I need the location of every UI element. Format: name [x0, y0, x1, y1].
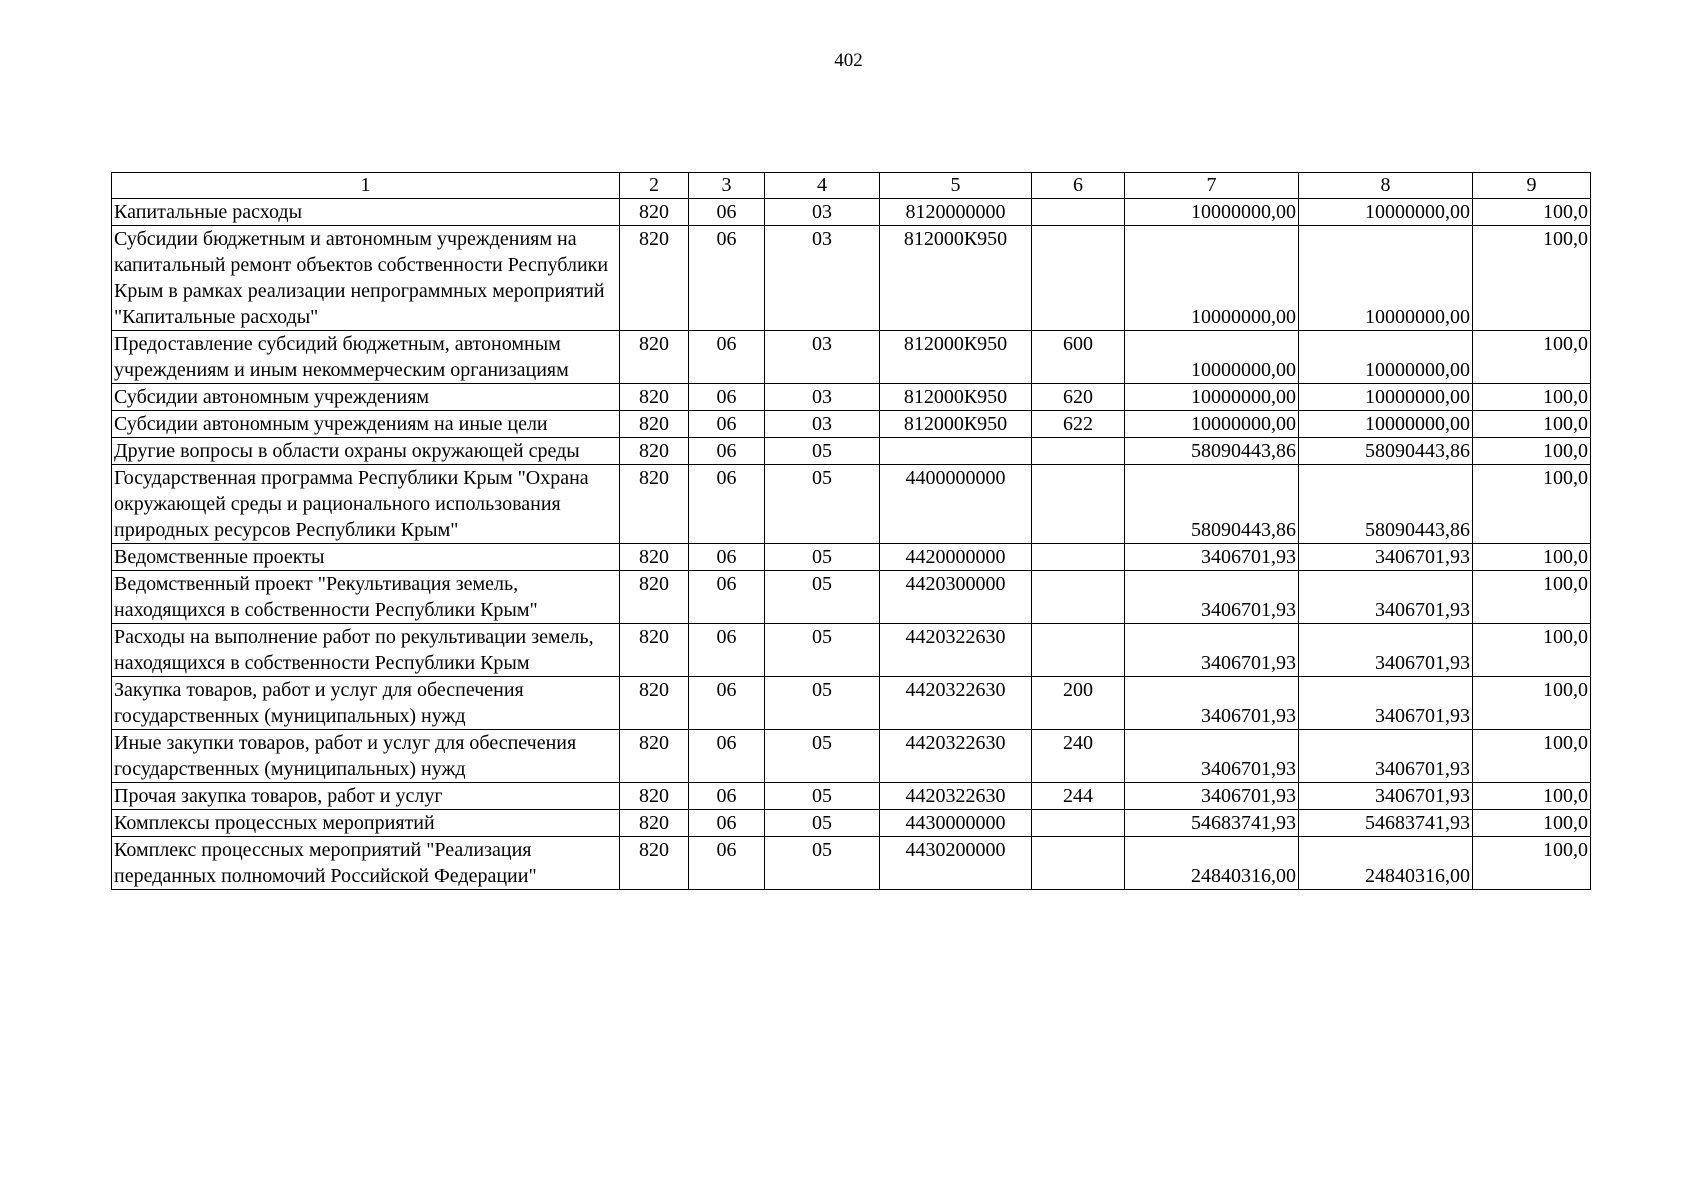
- column-header: 6: [1032, 173, 1125, 199]
- row-subsection-code: 03: [765, 331, 880, 384]
- row-amount-plan: 10000000,00: [1125, 384, 1299, 411]
- row-amount-fact: 3406701,93: [1299, 624, 1473, 677]
- row-expense-type: 244: [1032, 783, 1125, 810]
- row-section-code: 06: [689, 677, 765, 730]
- row-amount-fact: 3406701,93: [1299, 544, 1473, 571]
- row-name: Субсидии автономным учреждениям на иные цели: [112, 411, 620, 438]
- table-row: [112, 384, 1591, 411]
- row-target-code: 4420322630: [880, 730, 1032, 783]
- row-ministry-code: 820: [620, 810, 689, 837]
- row-section-code: 06: [689, 730, 765, 783]
- row-ministry-code: 820: [620, 411, 689, 438]
- table-row: [112, 837, 1591, 890]
- row-name: Ведомственный проект "Рекультивация земель, находящихся в собственности Республики Крым": [112, 571, 620, 624]
- row-subsection-code: 05: [765, 465, 880, 544]
- row-target-code: 812000К950: [880, 331, 1032, 384]
- row-percent: 100,0: [1473, 438, 1591, 465]
- row-subsection-code: 05: [765, 677, 880, 730]
- row-amount-plan: 3406701,93: [1125, 624, 1299, 677]
- row-section-code: 06: [689, 438, 765, 465]
- row-subsection-code: 05: [765, 810, 880, 837]
- table-row: [112, 438, 1591, 465]
- row-target-code: 8120000000: [880, 199, 1032, 226]
- row-amount-plan: 54683741,93: [1125, 810, 1299, 837]
- row-ministry-code: 820: [620, 199, 689, 226]
- row-percent: 100,0: [1473, 226, 1591, 331]
- table-row: [112, 571, 1591, 624]
- row-percent: 100,0: [1473, 624, 1591, 677]
- row-expense-type: 620: [1032, 384, 1125, 411]
- row-name: Субсидии бюджетным и автономным учреждениям на капитальный ремонт объектов собственности Республики Крым в рамках реализации непрограммных мероприятий "Капитальные расходы": [112, 226, 620, 331]
- row-section-code: 06: [689, 226, 765, 331]
- row-ministry-code: 820: [620, 331, 689, 384]
- row-amount-fact: 10000000,00: [1299, 226, 1473, 331]
- column-header: 1: [112, 173, 620, 199]
- row-name: Закупка товаров, работ и услуг для обеспечения государственных (муниципальных) нужд: [112, 677, 620, 730]
- row-target-code: 812000К950: [880, 226, 1032, 331]
- row-subsection-code: 05: [765, 837, 880, 890]
- row-section-code: 06: [689, 331, 765, 384]
- row-target-code: 4420322630: [880, 624, 1032, 677]
- row-ministry-code: 820: [620, 837, 689, 890]
- row-percent: 100,0: [1473, 810, 1591, 837]
- row-section-code: 06: [689, 465, 765, 544]
- row-ministry-code: 820: [620, 384, 689, 411]
- row-percent: 100,0: [1473, 331, 1591, 384]
- row-section-code: 06: [689, 411, 765, 438]
- row-amount-fact: 3406701,93: [1299, 783, 1473, 810]
- row-amount-fact: 3406701,93: [1299, 730, 1473, 783]
- row-amount-fact: 3406701,93: [1299, 677, 1473, 730]
- row-section-code: 06: [689, 783, 765, 810]
- table-row: [112, 226, 1591, 331]
- table-row: [112, 411, 1591, 438]
- row-amount-plan: 10000000,00: [1125, 331, 1299, 384]
- row-section-code: 06: [689, 199, 765, 226]
- row-percent: 100,0: [1473, 837, 1591, 890]
- row-expense-type: [1032, 837, 1125, 890]
- row-expense-type: [1032, 571, 1125, 624]
- column-header: 5: [880, 173, 1032, 199]
- row-target-code: [880, 438, 1032, 465]
- row-expense-type: 200: [1032, 677, 1125, 730]
- row-expense-type: [1032, 226, 1125, 331]
- row-subsection-code: 05: [765, 571, 880, 624]
- row-target-code: 812000К950: [880, 384, 1032, 411]
- table-row: [112, 624, 1591, 677]
- row-percent: 100,0: [1473, 199, 1591, 226]
- row-amount-fact: 58090443,86: [1299, 438, 1473, 465]
- row-subsection-code: 03: [765, 411, 880, 438]
- row-name: Ведомственные проекты: [112, 544, 620, 571]
- row-target-code: 4430000000: [880, 810, 1032, 837]
- row-amount-fact: 3406701,93: [1299, 571, 1473, 624]
- row-expense-type: 622: [1032, 411, 1125, 438]
- row-section-code: 06: [689, 571, 765, 624]
- row-percent: 100,0: [1473, 544, 1591, 571]
- row-ministry-code: 820: [620, 465, 689, 544]
- row-ministry-code: 820: [620, 677, 689, 730]
- row-name: Капитальные расходы: [112, 199, 620, 226]
- row-name: Расходы на выполнение работ по рекультивации земель, находящихся в собственности Республики Крым: [112, 624, 620, 677]
- column-header: 7: [1125, 173, 1299, 199]
- row-section-code: 06: [689, 837, 765, 890]
- row-target-code: 4420000000: [880, 544, 1032, 571]
- row-name: Государственная программа Республики Крым "Охрана окружающей среды и рационального использования природных ресурсов Республики Крым": [112, 465, 620, 544]
- row-target-code: 4420300000: [880, 571, 1032, 624]
- row-subsection-code: 03: [765, 384, 880, 411]
- row-percent: 100,0: [1473, 677, 1591, 730]
- budget-table: [111, 172, 1591, 890]
- row-name: Предоставление субсидий бюджетным, автономным учреждениям и иным некоммерческим организациям: [112, 331, 620, 384]
- row-expense-type: [1032, 544, 1125, 571]
- row-expense-type: 600: [1032, 331, 1125, 384]
- row-amount-plan: 3406701,93: [1125, 544, 1299, 571]
- row-percent: 100,0: [1473, 384, 1591, 411]
- row-amount-fact: 10000000,00: [1299, 331, 1473, 384]
- table-row: [112, 730, 1591, 783]
- row-subsection-code: 03: [765, 226, 880, 331]
- column-header: 3: [689, 173, 765, 199]
- row-ministry-code: 820: [620, 544, 689, 571]
- row-name: Субсидии автономным учреждениям: [112, 384, 620, 411]
- row-amount-plan: 3406701,93: [1125, 783, 1299, 810]
- row-amount-fact: 24840316,00: [1299, 837, 1473, 890]
- row-percent: 100,0: [1473, 411, 1591, 438]
- table-header-row: [112, 173, 1591, 199]
- column-header: 8: [1299, 173, 1473, 199]
- row-section-code: 06: [689, 384, 765, 411]
- row-percent: 100,0: [1473, 783, 1591, 810]
- row-name: Прочая закупка товаров, работ и услуг: [112, 783, 620, 810]
- row-section-code: 06: [689, 810, 765, 837]
- row-percent: 100,0: [1473, 465, 1591, 544]
- row-amount-plan: 3406701,93: [1125, 730, 1299, 783]
- row-target-code: 812000К950: [880, 411, 1032, 438]
- table-row: [112, 331, 1591, 384]
- row-amount-plan: 10000000,00: [1125, 226, 1299, 331]
- row-name: Комплекс процессных мероприятий "Реализация переданных полномочий Российской Федерации": [112, 837, 620, 890]
- row-ministry-code: 820: [620, 730, 689, 783]
- row-amount-fact: 10000000,00: [1299, 199, 1473, 226]
- row-ministry-code: 820: [620, 571, 689, 624]
- row-expense-type: [1032, 810, 1125, 837]
- table-row: [112, 810, 1591, 837]
- row-expense-type: [1032, 438, 1125, 465]
- row-amount-plan: 24840316,00: [1125, 837, 1299, 890]
- table-row: [112, 783, 1591, 810]
- row-target-code: 4430200000: [880, 837, 1032, 890]
- row-ministry-code: 820: [620, 438, 689, 465]
- row-subsection-code: 05: [765, 438, 880, 465]
- row-section-code: 06: [689, 544, 765, 571]
- row-target-code: 4400000000: [880, 465, 1032, 544]
- row-section-code: 06: [689, 624, 765, 677]
- column-header: 4: [765, 173, 880, 199]
- row-expense-type: [1032, 624, 1125, 677]
- row-ministry-code: 820: [620, 624, 689, 677]
- row-amount-plan: 3406701,93: [1125, 571, 1299, 624]
- row-amount-plan: 10000000,00: [1125, 411, 1299, 438]
- column-header: 2: [620, 173, 689, 199]
- row-name: Комплексы процессных мероприятий: [112, 810, 620, 837]
- row-target-code: 4420322630: [880, 677, 1032, 730]
- row-percent: 100,0: [1473, 730, 1591, 783]
- row-expense-type: [1032, 465, 1125, 544]
- table-row: [112, 199, 1591, 226]
- row-ministry-code: 820: [620, 226, 689, 331]
- row-amount-plan: 10000000,00: [1125, 199, 1299, 226]
- row-ministry-code: 820: [620, 783, 689, 810]
- row-amount-plan: 58090443,86: [1125, 438, 1299, 465]
- page-number: 402: [834, 50, 863, 71]
- row-amount-fact: 58090443,86: [1299, 465, 1473, 544]
- row-amount-fact: 10000000,00: [1299, 411, 1473, 438]
- row-subsection-code: 05: [765, 730, 880, 783]
- row-amount-plan: 58090443,86: [1125, 465, 1299, 544]
- row-name: Другие вопросы в области охраны окружающей среды: [112, 438, 620, 465]
- row-name: Иные закупки товаров, работ и услуг для обеспечения государственных (муниципальных) нужд: [112, 730, 620, 783]
- row-target-code: 4420322630: [880, 783, 1032, 810]
- row-amount-fact: 54683741,93: [1299, 810, 1473, 837]
- row-subsection-code: 03: [765, 199, 880, 226]
- table-row: [112, 677, 1591, 730]
- row-subsection-code: 05: [765, 544, 880, 571]
- row-amount-plan: 3406701,93: [1125, 677, 1299, 730]
- row-subsection-code: 05: [765, 783, 880, 810]
- column-header: 9: [1473, 173, 1591, 199]
- table-row: [112, 544, 1591, 571]
- row-amount-fact: 10000000,00: [1299, 384, 1473, 411]
- row-percent: 100,0: [1473, 571, 1591, 624]
- row-expense-type: 240: [1032, 730, 1125, 783]
- row-expense-type: [1032, 199, 1125, 226]
- row-subsection-code: 05: [765, 624, 880, 677]
- table-row: [112, 465, 1591, 544]
